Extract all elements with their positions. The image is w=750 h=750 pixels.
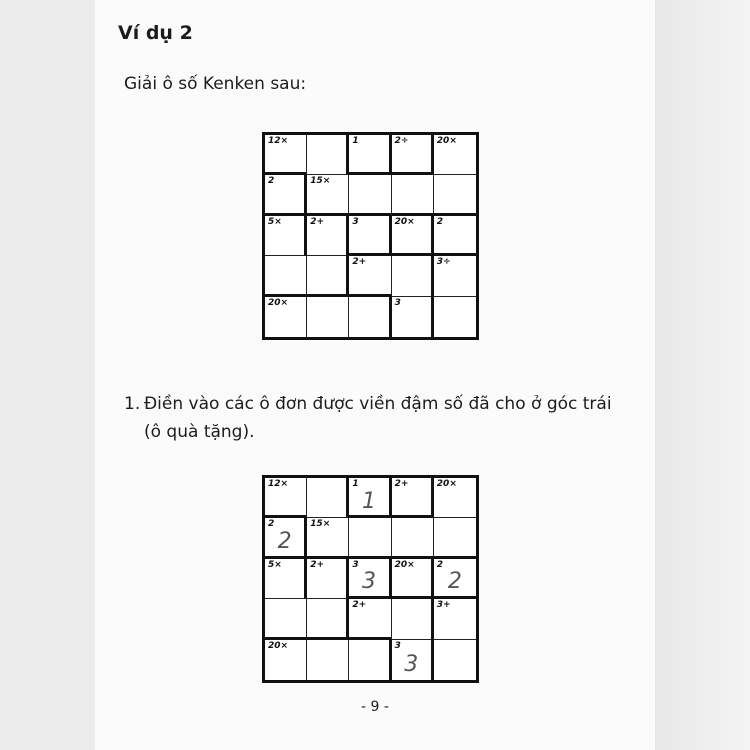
step1-cell-r3c2 [307, 559, 349, 599]
puzzle-cell-r2c5 [434, 175, 476, 215]
puzzle-cell-r5c3 [349, 297, 391, 337]
puzzle-cell-r5c5 [434, 297, 476, 337]
cage-clue: 2 [436, 559, 444, 570]
cage-clue: 20× [436, 479, 457, 489]
cage-clue: 1 [352, 136, 359, 146]
cage-clue: 12× [268, 136, 289, 146]
step1-cell-r5c4 [392, 640, 434, 680]
puzzle-cell-r4c2 [307, 256, 349, 296]
puzzle-cell-r5c2 [307, 297, 349, 337]
step1-cell-r3c1 [265, 559, 307, 599]
cage-clue: 3 [352, 216, 359, 227]
step1-cell-r2c3 [349, 518, 391, 558]
step1-cell-r1c4 [392, 478, 434, 518]
step1-cell-r5c3 [349, 640, 391, 680]
step1-cell-r1c2 [307, 478, 349, 518]
cage-clue: 3 [352, 559, 359, 570]
step-number: 1. [124, 394, 141, 414]
puzzle-cell-r5c1 [265, 297, 307, 337]
puzzle-cell-r1c1 [265, 135, 307, 175]
cage-clue: 5× [268, 216, 282, 227]
step1-cell-r1c5 [434, 478, 476, 518]
step1-cell-r2c1 [265, 518, 307, 558]
cage-clue: 15× [310, 519, 331, 530]
cage-clue: 2+ [310, 559, 324, 570]
cage-clue: 20× [436, 136, 457, 146]
step1-cell-r3c4 [392, 559, 434, 599]
puzzle-cell-r4c4 [392, 256, 434, 296]
puzzle-cell-r5c4 [392, 297, 434, 337]
cage-clue: 2+ [352, 257, 367, 268]
intro-text: Giải ô số Kenken sau: [124, 74, 307, 94]
puzzle-cell-r1c3 [349, 135, 391, 175]
puzzle-cell-r2c4 [392, 175, 434, 215]
step1-cell-r4c1 [265, 599, 307, 639]
puzzle-cell-r1c5 [434, 135, 476, 175]
filled-value: 3 [404, 651, 419, 677]
filled-value: 3 [361, 569, 376, 595]
puzzle-cell-r2c3 [349, 175, 391, 215]
cage-clue: 2 [268, 519, 275, 530]
filled-value: 2 [277, 529, 292, 555]
step1-cell-r4c3 [349, 599, 391, 639]
kenken-puzzle-grid [262, 132, 479, 340]
page-edge [655, 0, 750, 750]
step1-cell-r2c5 [434, 518, 476, 558]
step1-cell-r4c4 [392, 599, 434, 639]
step1-cell-r3c5 [434, 559, 476, 599]
puzzle-cell-r2c2 [307, 175, 349, 215]
cage-clue: 20× [268, 640, 289, 651]
puzzle-cell-r3c2 [307, 216, 349, 256]
puzzle-cell-r1c4 [392, 135, 434, 175]
step1-cell-r4c5 [434, 599, 476, 639]
step1-cell-r1c1 [265, 478, 307, 518]
cage-clue: 15× [310, 176, 331, 187]
puzzle-cell-r4c5 [434, 256, 476, 296]
instruction-step [124, 390, 624, 446]
cage-clue: 2+ [394, 479, 409, 489]
cage-clue: 3÷ [436, 257, 451, 268]
cage-clue: 12× [268, 479, 289, 489]
cage-clue: 5× [268, 559, 282, 570]
step-text: Điền vào các ô đơn được viền đậm số đã cho ở góc trái (ô quà tặng). [144, 394, 612, 442]
step1-cell-r5c1 [265, 640, 307, 680]
puzzle-cell-r2c1 [265, 175, 307, 215]
page-number: - 9 - [361, 699, 389, 715]
step1-cell-r1c3 [349, 478, 391, 518]
cage-clue: 2 [436, 216, 444, 227]
puzzle-cell-r3c5 [434, 216, 476, 256]
kenken-step1-grid [262, 475, 479, 683]
cage-clue: 20× [268, 297, 289, 308]
cage-clue: 2+ [310, 216, 324, 227]
cage-clue: 3 [394, 640, 401, 651]
example-heading: Ví dụ 2 [118, 22, 193, 44]
puzzle-cell-r3c4 [392, 216, 434, 256]
cage-clue: 3 [394, 297, 401, 308]
puzzle-cell-r1c2 [307, 135, 349, 175]
puzzle-cell-r3c3 [349, 216, 391, 256]
step1-cell-r5c5 [434, 640, 476, 680]
filled-value: 2 [447, 569, 462, 595]
filled-value: 1 [361, 488, 376, 514]
puzzle-cell-r4c3 [349, 256, 391, 296]
cage-clue: 20× [394, 216, 415, 227]
cage-clue: 3+ [436, 600, 451, 611]
cage-clue: 2 [268, 176, 275, 187]
cage-clue: 2+ [352, 600, 367, 611]
step1-cell-r3c3 [349, 559, 391, 599]
step1-cell-r4c2 [307, 599, 349, 639]
step1-cell-r5c2 [307, 640, 349, 680]
puzzle-cell-r3c1 [265, 216, 307, 256]
cage-clue: 2÷ [394, 136, 409, 146]
puzzle-cell-r4c1 [265, 256, 307, 296]
cage-clue: 1 [352, 479, 359, 489]
step1-cell-r2c4 [392, 518, 434, 558]
step1-cell-r2c2 [307, 518, 349, 558]
cage-clue: 20× [394, 559, 415, 570]
